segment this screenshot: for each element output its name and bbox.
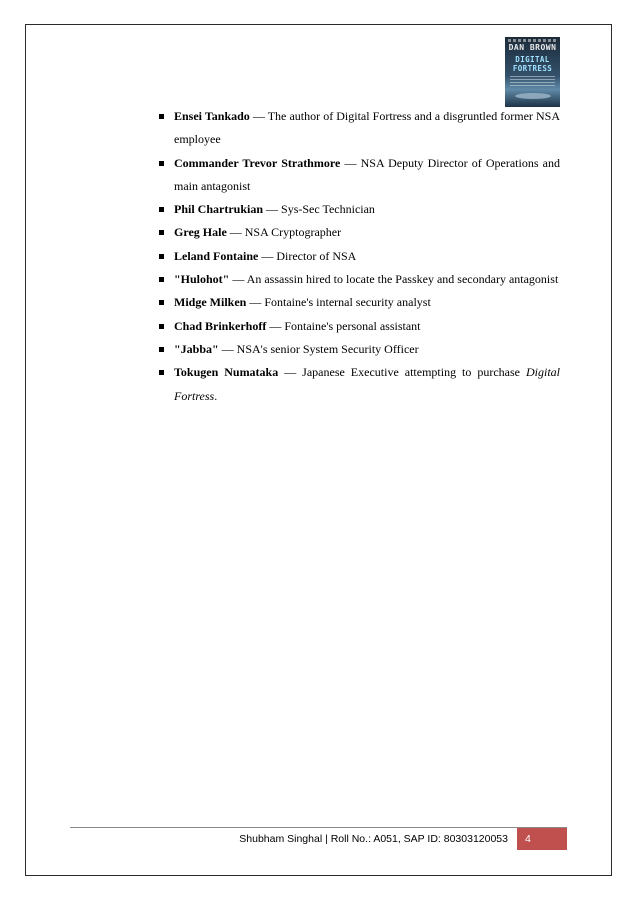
character-description: — Fontaine's internal security analyst (246, 295, 431, 310)
character-description: — NSA Cryptographer (226, 225, 342, 240)
list-item (174, 221, 560, 244)
cover-title-line1: DIGITAL (515, 55, 550, 64)
character-name: Tokugen Numataka (174, 365, 279, 380)
book-cover-image (505, 37, 560, 107)
cover-title (505, 55, 560, 73)
character-list (174, 105, 560, 408)
cover-tagline (508, 39, 557, 42)
character-description: — NSA's senior System Security Officer (218, 341, 419, 356)
character-description: — Sys-Sec Technician (263, 202, 375, 217)
list-item (174, 291, 560, 314)
character-name: Leland Fontaine (174, 248, 259, 263)
character-name: Phil Chartrukian (174, 202, 264, 217)
character-description: — Fontaine's personal assistant (266, 318, 421, 333)
character-name: Greg Hale (174, 225, 227, 240)
list-item (174, 105, 560, 152)
character-name: Chad Brinkerhoff (174, 318, 267, 333)
page-number: 4 (517, 828, 567, 850)
list-item (174, 268, 560, 291)
character-description: — Director of NSA (258, 248, 357, 263)
list-item (174, 198, 560, 221)
list-item (174, 315, 560, 338)
cover-blurb (510, 76, 555, 86)
description-suffix: . (214, 388, 218, 403)
list-item (174, 361, 560, 408)
list-item (174, 152, 560, 199)
character-description: — NSA Deputy Director of Operations and main antagonist (174, 155, 561, 193)
character-description: — The author of Digital Fortress and a disgruntled former NSA employee (174, 109, 560, 147)
character-name: "Jabba" (174, 341, 219, 356)
character-name: Ensei Tankado (174, 109, 250, 123)
character-name: Midge Milken (174, 295, 247, 310)
cover-title-line2: FORTRESS (512, 64, 553, 73)
character-description: — Japanese Executive attempting to purchase (278, 365, 526, 380)
cover-author: DAN BROWN (508, 43, 557, 52)
character-name: Commander Trevor Strathmore (174, 155, 341, 170)
book-title-italic: Digital Fortress (174, 365, 560, 403)
character-description: — An assassin hired to locate the Passkey and secondary antagonist (229, 272, 559, 287)
list-item (174, 245, 560, 268)
cover-illustration (515, 93, 551, 99)
footer-text: Shubham Singhal | Roll No.: A051, SAP ID: 80303120053 (239, 833, 508, 845)
character-name: "Hulohot" (174, 272, 230, 287)
list-item (174, 338, 560, 361)
